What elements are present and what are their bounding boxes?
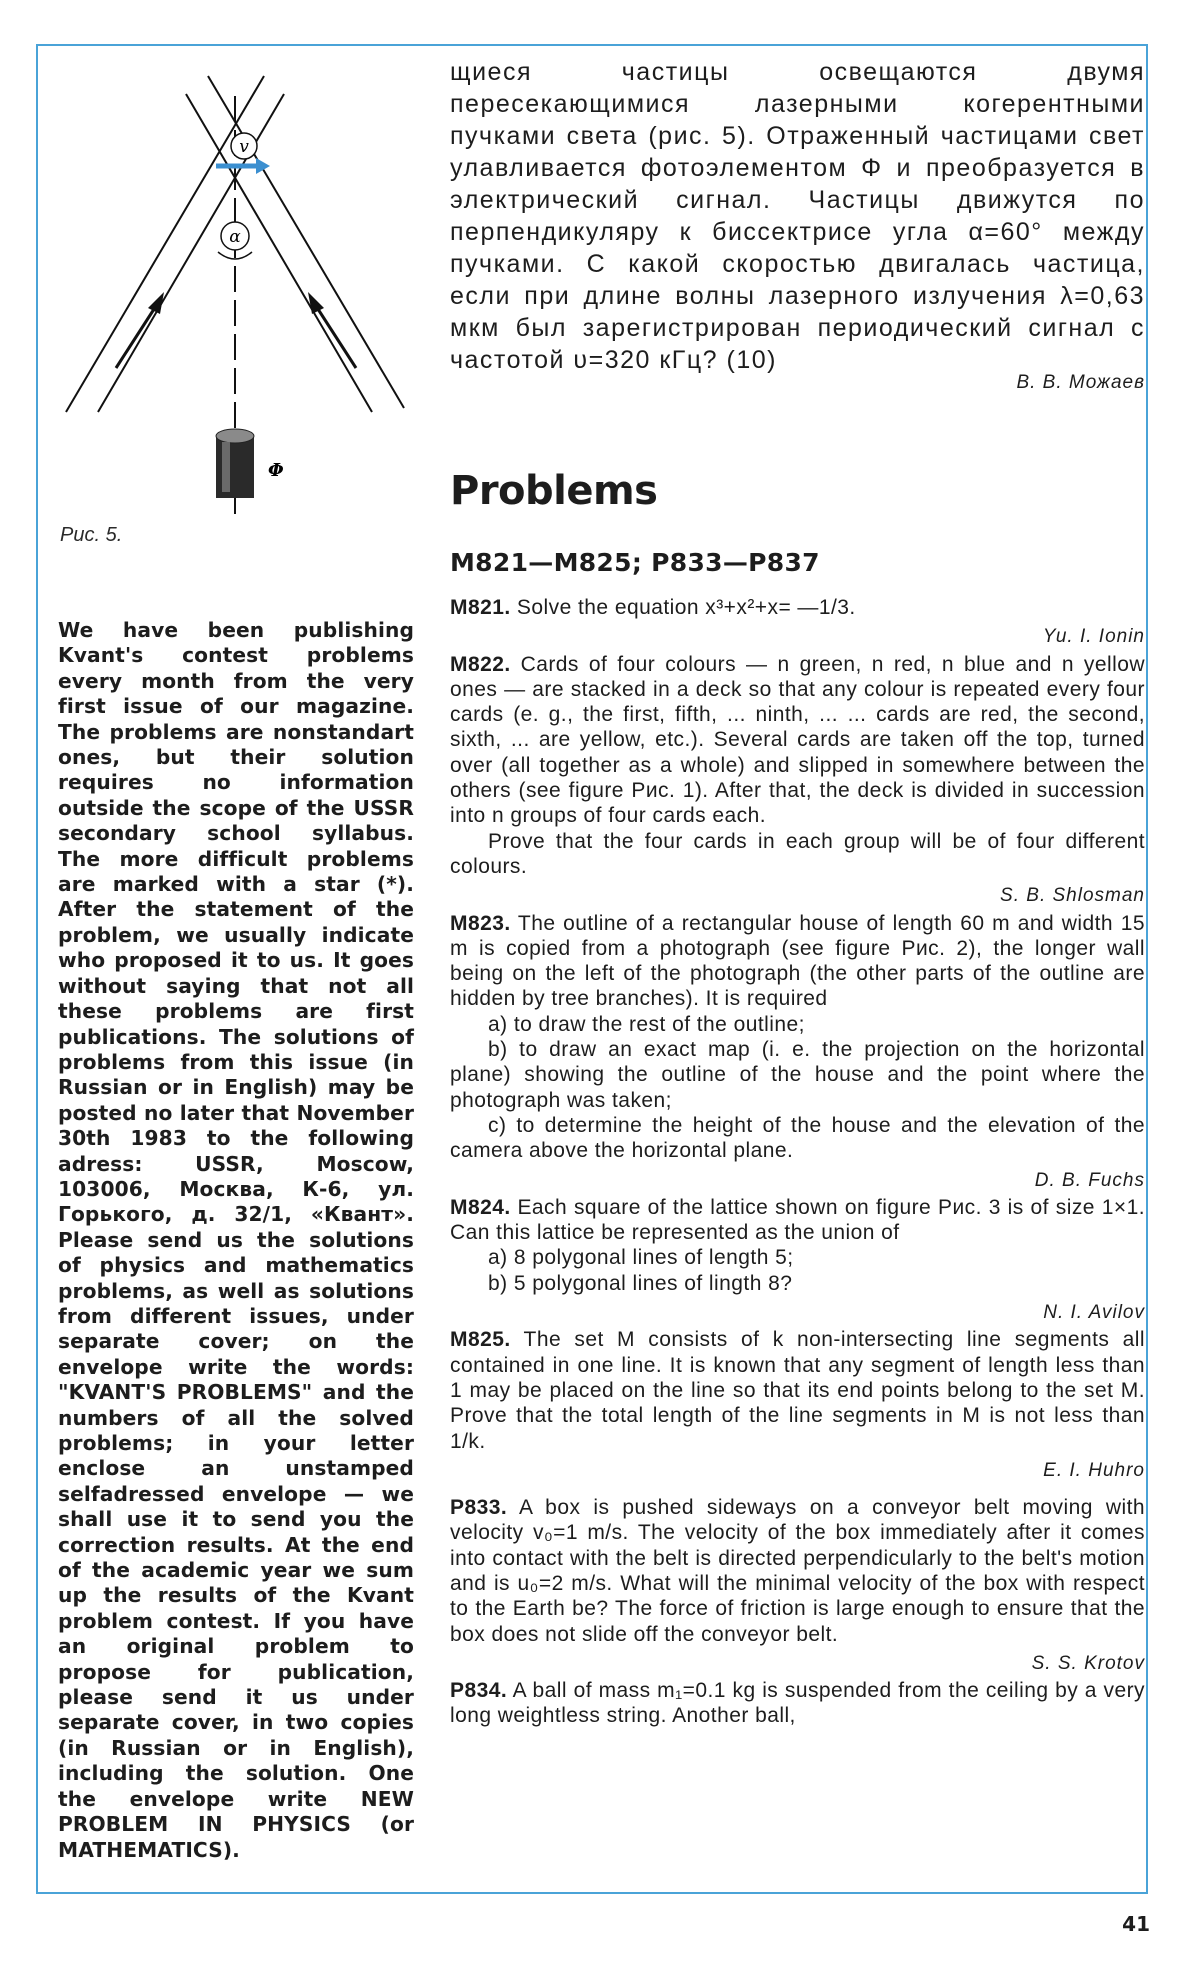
problem-item: a) to draw the rest of the outline;	[488, 1012, 805, 1036]
problem-author: E. I. Huhro	[1043, 1459, 1145, 1481]
problem-text: The set M consists of k non-intersecting line segments all contained in one line. It is known that any segment of length less than 1 may be placed on the line so that its end points belong to the set M. Prove that the total length of the line segments in M is not less than 1/k.	[450, 1328, 1145, 1453]
problem-author-ru: В. В. Можаев	[1016, 372, 1145, 393]
alpha-label: α	[229, 227, 241, 247]
problem-continuation-ru: щиеся частицы освещаются двумя пересекающимися лазерными когерентными пучками света (рис. 5). Отраженный частицами свет улавливается фотоэлементом Φ и преобразуется в электрический сигнал. Частицы движутся по перпендикуляру к биссектрисе угла α=60° между пучками. С какой скоростью двигалась частица, если при длине волны лазерного излучения λ=0,63 мкм был зарегистрирован периодический сигнал с частотой υ=320 кГц? (10)	[450, 58, 1145, 374]
photocell-body	[216, 436, 254, 498]
right-column	[450, 56, 1145, 1729]
problem-item: a) 8 polygonal lines of length 5;	[488, 1246, 794, 1270]
problem-author: N. I. Avilov	[1043, 1302, 1145, 1324]
figure-5	[58, 56, 414, 556]
velocity-label: v	[239, 137, 249, 157]
photocell-highlight	[222, 442, 230, 492]
problem-text: Each square of the lattice shown on figure Рис. 3 is of size 1×1. Can this lattice be represented as the union of	[450, 1195, 1145, 1245]
contest-instructions: We have been publishing Kvant's contest problems every month from the very first issue of our magazine. The problems are nonstandart ones, but their solution requires no information outside the scope of the USSR secondary school syllabus. The more difficult problems are marked with a star (*). After the statement of the problem, we usually indicate who proposed it to us. It goes without saying that not all these problems are first publications. The solutions of problems from this issue (in Russian or in English) may be posted no later that November 30th 1983 to the following adress: USSR, Moscow, 103006, Москва, К-6, ул. Горького, д. 32/1, «Квант». Please send us the solutions of physics and mathematics problems, as well as solutions from different issues, under separate cover; on the envelope write the words: "KVANT'S PROBLEMS" and the numbers of all the solved problems; in your letter enclose an unstamped selfadressed envelope — we shall use it to send you the correction results. At the end of the academic year we sum up the results of the Kvant problem contest. If you have an original problem to propose for publication, please send it us under separate cover, in two copies (in Russian or in English), including the solution. One the envelope write NEW PROBLEM IN PHYSICS (or MATHEMATICS).	[58, 618, 414, 1862]
problem-m823	[450, 911, 1145, 1012]
problem-item: b) to draw an exact map (i. e. the projection on the horizontal plane) showing the outline of the house and the point where the photograph was taken;	[450, 1038, 1145, 1112]
laser-beams-diagram	[58, 56, 414, 556]
problem-m822	[450, 652, 1145, 829]
beam-line	[186, 94, 372, 412]
problem-item: b) 5 polygonal lines of lingth 8?	[488, 1271, 793, 1295]
beam-direction-arrowhead	[148, 292, 164, 314]
problem-m824	[450, 1195, 1145, 1246]
left-column	[58, 56, 414, 1863]
problem-range-heading: M821—M825; P833—P837	[450, 548, 820, 577]
problem-p834	[450, 1678, 1145, 1729]
figure-caption: Рис. 5.	[60, 524, 123, 546]
problem-text: A ball of mass m₁=0.1 kg is suspended from the ceiling by a very long weightless string. Another ball,	[450, 1679, 1145, 1728]
velocity-arrow-head	[256, 158, 270, 174]
problem-author: S. S. Krotov	[1031, 1652, 1145, 1674]
problem-item: c) to determine the height of the house and the elevation of the camera above the horizontal plane.	[450, 1113, 1145, 1163]
problem-author: D. B. Fuchs	[1034, 1169, 1145, 1191]
problem-text: Cards of four colours — n green, n red, n blue and n yellow ones — are stacked in a deck so that any colour is repeated every four cards (e. g., the first, fifth, ... ninth, ... ... cards are red, the second, sixth, ... are yellow, etc.). Several cards are taken off the top, turned over (all together as a whole) and slipped in somewhere between the others (see figure Рис. 1). After that, the deck is divided in succession into n groups of four cards each.	[450, 652, 1145, 828]
problem-id: M825.	[450, 1328, 511, 1352]
problem-m825	[450, 1327, 1145, 1453]
problem-text: Solve the equation x³+x²+x= —1/3.	[516, 596, 856, 619]
problem-id: P833.	[450, 1496, 508, 1520]
problem-id: M822.	[450, 652, 511, 676]
problem-id: M821.	[450, 596, 511, 619]
problem-text: A box is pushed sideways on a conveyor belt moving with velocity v₀=1 m/s. The velocity of the box immediately after it comes into contact with the belt is directed perpendicularly to the belt's motion and is u₀=2 m/s. What will the minimal velocity of the box with respect to the Earth be? The force of friction is large enough to ensure that the box does not slide off the conveyor belt.	[450, 1496, 1145, 1646]
problem-id: P834.	[450, 1679, 508, 1703]
photocell-label: Φ	[268, 460, 284, 481]
problem-m821	[450, 595, 1145, 620]
beam-direction-arrowhead	[308, 292, 324, 314]
problem-text: The outline of a rectangular house of length 60 m and width 15 m is copied from a photograph (see figure Рис. 2), the longer wall being on the left of the photograph (the other parts of the outline are hidden by tree branches). It is required	[450, 911, 1145, 1011]
problem-id: M824.	[450, 1195, 511, 1219]
problem-p833	[450, 1495, 1145, 1647]
problem-text-continued: Prove that the four cards in each group will be of four different colours.	[450, 829, 1145, 878]
problem-author: S. B. Shlosman	[1000, 885, 1145, 907]
problem-id: M823.	[450, 911, 511, 935]
problem-author: Yu. I. Ionin	[1042, 626, 1145, 648]
section-heading: Problems	[450, 468, 658, 514]
page-number: 41	[1122, 1912, 1150, 1936]
problem-list	[450, 595, 1145, 1729]
photocell-top	[216, 429, 254, 443]
